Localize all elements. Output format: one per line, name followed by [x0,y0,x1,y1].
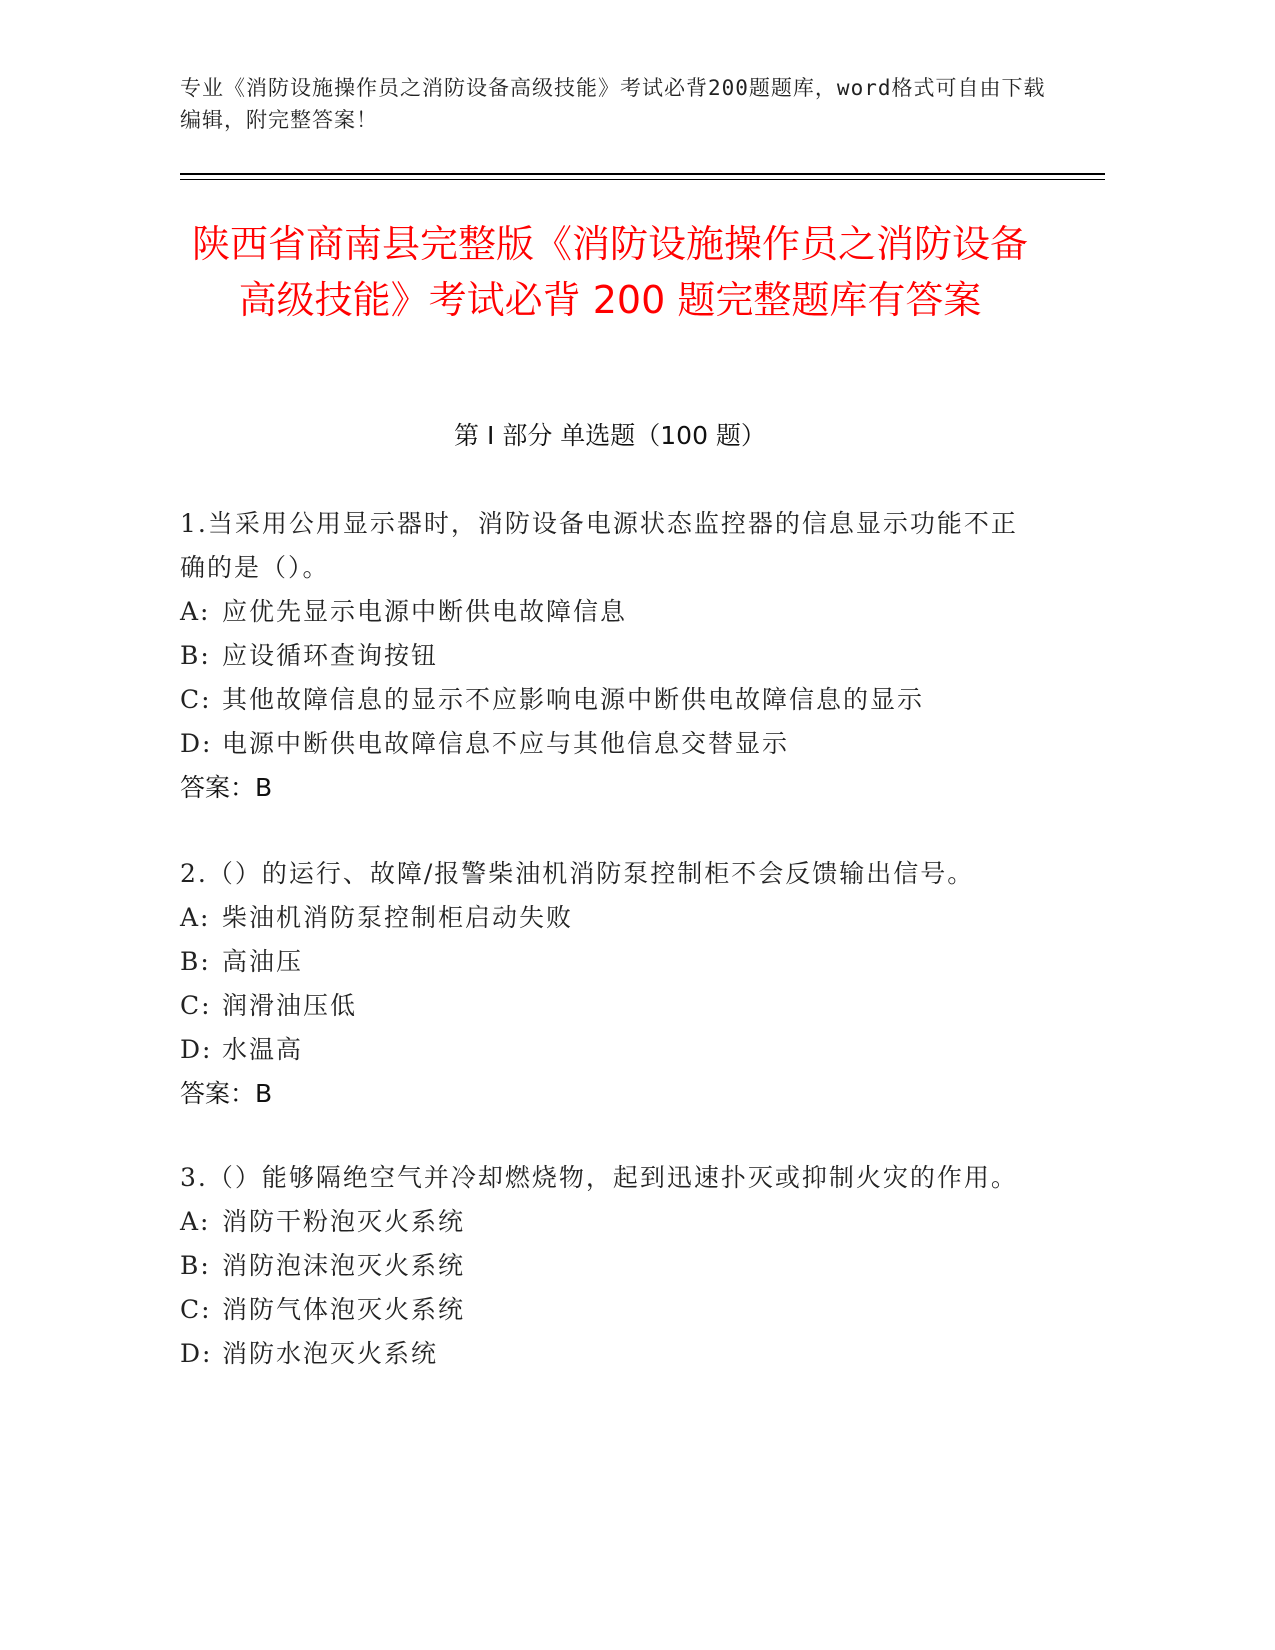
option-letter: B: [180,641,211,670]
question-stem: 3.（）能够隔绝空气并冷却燃烧物，起到迅速扑灭或抑制火灾的作用。 [180,1163,1018,1192]
question-stem: 1.当采用公用显示器时，消防设备电源状态监控器的信息显示功能不正确的是（）。 [180,509,1018,582]
option-a [180,590,1040,634]
option-a [180,1200,1040,1244]
question-2 [180,852,1040,1116]
header-divider-thin [180,179,1105,180]
option-text: 高油压 [222,947,304,976]
option-c [180,1288,1040,1332]
option-letter: A: [180,903,211,932]
option-text: 电源中断供电故障信息不应与其他信息交替显示 [222,729,790,758]
answer-line: 答案：B [180,773,273,802]
option-b [180,634,1040,678]
option-text: 其他故障信息的显示不应影响电源中断供电故障信息的显示 [222,685,925,714]
header-note: 专业《消防设施操作员之消防设备高级技能》考试必背200题题库，word格式可自由下载编辑，附完整答案！ [180,76,1046,132]
question-3 [180,1156,1040,1376]
option-c [180,678,1040,722]
question-1 [180,502,1040,810]
option-letter: C: [180,685,212,714]
option-d [180,1028,1040,1072]
option-d [180,1332,1040,1376]
option-text: 润滑油压低 [222,991,358,1020]
option-letter: D: [180,729,213,758]
option-b [180,940,1040,984]
option-d [180,722,1040,766]
option-letter: D: [180,1339,213,1368]
document-title: 陕西省商南县完整版《消防设施操作员之消防设备高级技能》考试必背 200 题完整题库有答案 [191,222,1028,322]
option-text: 消防水泡灭火系统 [222,1339,439,1368]
option-a [180,896,1040,940]
option-text: 应优先显示电源中断供电故障信息 [222,597,628,626]
header-divider-thick [180,173,1105,175]
option-text: 应设循环查询按钮 [222,641,439,670]
option-b [180,1244,1040,1288]
option-text: 柴油机消防泵控制柜启动失败 [222,903,574,932]
option-text: 消防气体泡灭火系统 [222,1295,466,1324]
option-letter: B: [180,1251,211,1280]
option-text: 水温高 [222,1035,304,1064]
option-text: 消防泡沫泡灭火系统 [222,1251,466,1280]
option-letter: A: [180,1207,211,1236]
option-letter: C: [180,991,212,1020]
option-letter: A: [180,597,211,626]
option-c [180,984,1040,1028]
option-letter: D: [180,1035,213,1064]
question-stem: 2.（）的运行、故障/报警柴油机消防泵控制柜不会反馈输出信号。 [180,859,975,888]
option-letter: B: [180,947,211,976]
section-title: 第 I 部分 单选题（100 题） [454,421,766,450]
answer-line: 答案：B [180,1079,273,1108]
option-text: 消防干粉泡灭火系统 [222,1207,466,1236]
option-letter: C: [180,1295,212,1324]
